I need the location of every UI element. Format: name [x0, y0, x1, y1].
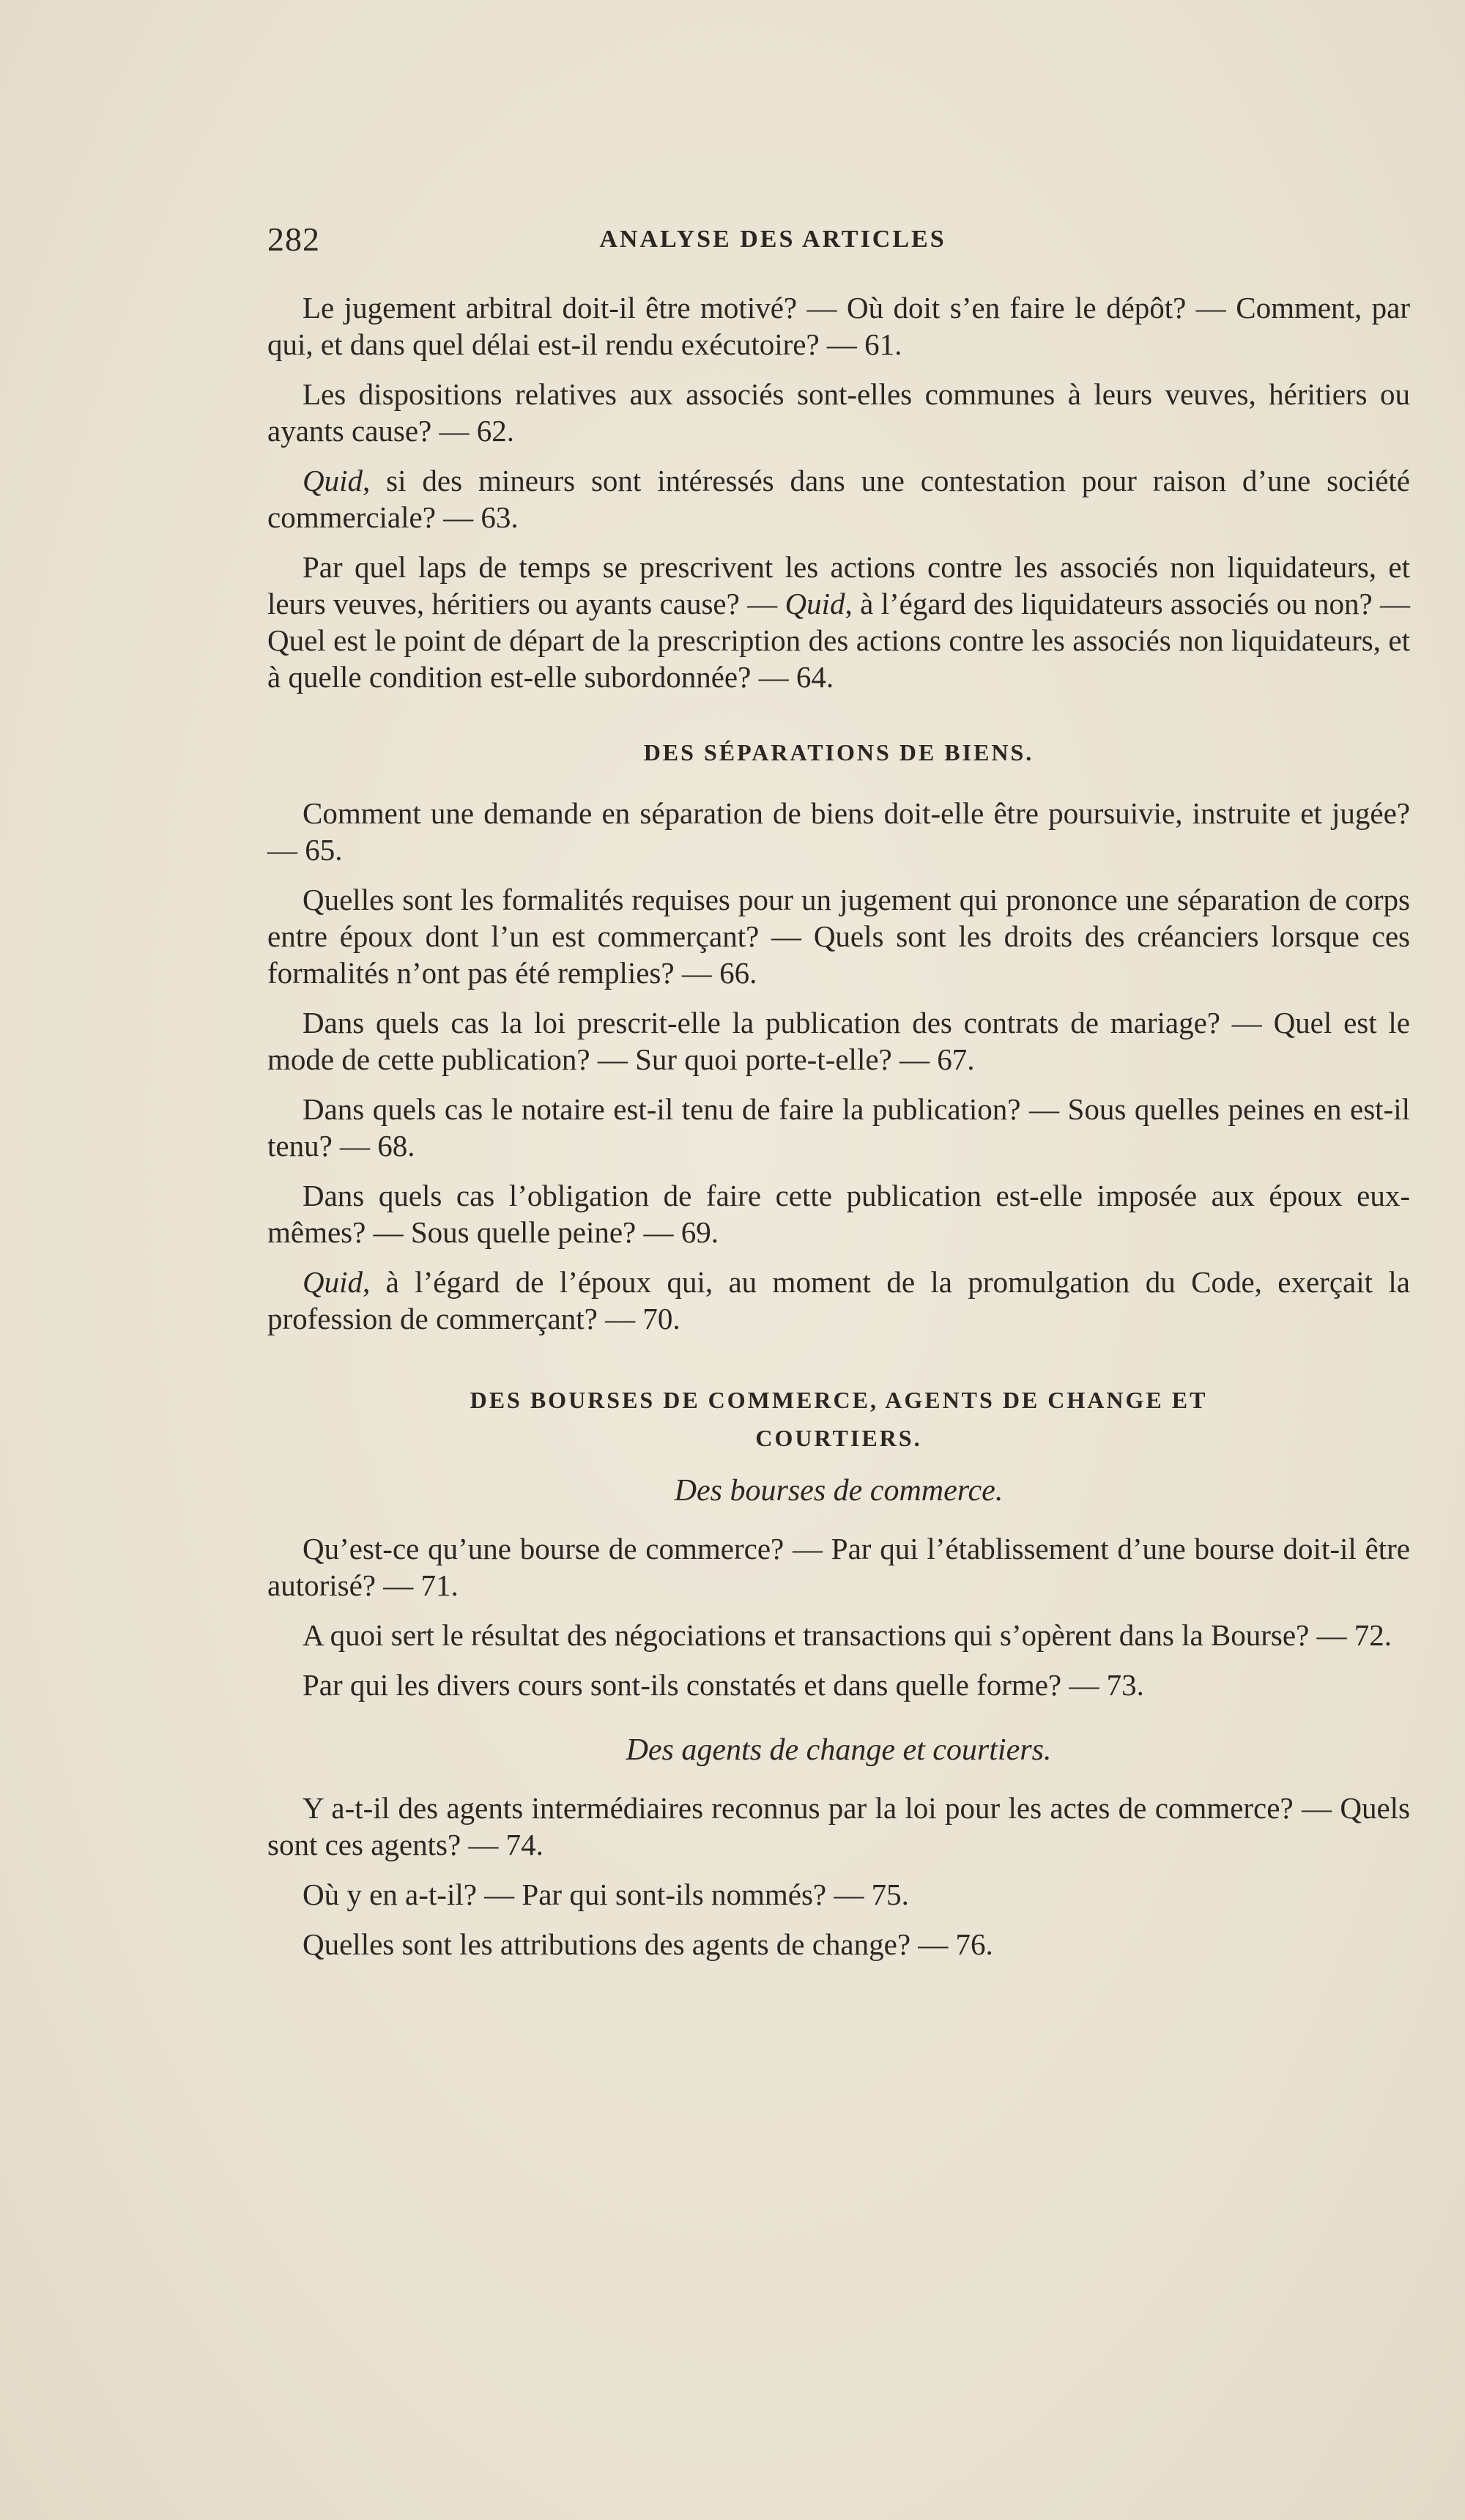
- paragraph-63: [267, 462, 1410, 536]
- paragraph-65: Comment une demande en séparation de biens doit-elle être poursuivie, instruite et jugée? — 65.: [267, 796, 1410, 867]
- section-heading-bourses: [267, 1381, 1410, 1457]
- page-body: [267, 289, 1410, 1963]
- paragraph-70: [267, 1264, 1410, 1337]
- paragraph-69: Dans quels cas l’obligation de faire cette publication est-elle imposée aux époux eux-mêmes? — Sous quelle peine? — 69.: [267, 1179, 1410, 1249]
- paragraph-71: Qu’est-ce qu’une bourse de commerce? — Par qui l’établissement d’une bourse doit-il être autorisé? — 71.: [267, 1532, 1410, 1602]
- paragraph-64: [267, 549, 1410, 695]
- paragraph-73: Par qui les divers cours sont-ils constatés et dans quelle forme? — 73.: [303, 1668, 1144, 1702]
- section-heading-bourses-line-2: COURTIERS.: [755, 1425, 922, 1451]
- section-heading-separations: DES SÉPARATIONS DE BIENS.: [643, 739, 1034, 766]
- paragraph-66: Quelles sont les formalités requises pour un jugement qui prononce une séparation de corps entre époux dont l’un est commerçant? — Quels sont les droits des créanciers lorsque ces formalités n’ont pas été remplies? — 66.: [267, 883, 1410, 990]
- paragraph-72: A quoi sert le résultat des négociations et transactions qui s’opèrent dans la Bourse? — 72.: [303, 1618, 1392, 1652]
- paragraph-76: Quelles sont les attributions des agents de change? — 76.: [303, 1927, 993, 1961]
- paragraph-61: Le jugement arbitral doit-il être motivé? — Où doit s’en faire le dépôt? — Comment, par qui, et dans quel délai est-il rendu exécutoire? — 61.: [267, 291, 1410, 361]
- paragraph-64-text-b: , à l’égard des liquidateurs associés ou non? — Quel est le point de départ de la prescription des actions contre les associés non liquidateurs, et à quelle condition est-elle subordonnée? — 64.: [267, 587, 1410, 694]
- page-number: 282: [267, 220, 320, 258]
- paragraph-70-text: , à l’égard de l’époux qui, au moment de la promulgation du Code, exerçait la profession de commerçant? — 70.: [267, 1265, 1410, 1335]
- paragraph-62: Les dispositions relatives aux associés sont-elles communes à leurs veuves, héritiers ou ayants cause? — 62.: [267, 377, 1410, 448]
- paragraph-64-text-a: Par quel laps de temps se prescrivent les actions contre les associés non liquidateurs, et leurs veuves, héritiers ou ayants cause? —: [267, 550, 1410, 620]
- paragraph-75: Où y en a-t-il? — Par qui sont-ils nommés? — 75.: [303, 1878, 909, 1911]
- paragraph-67: Dans quels cas la loi prescrit-elle la publication des contrats de mariage? — Quel est le mode de cette publication? — Sur quoi porte-t-elle? — 67.: [267, 1006, 1410, 1076]
- subsection-heading-bourses-de-commerce: Des bourses de commerce.: [674, 1474, 1004, 1508]
- section-heading-bourses-line-1: DES BOURSES DE COMMERCE, AGENTS DE CHANGE ET: [470, 1387, 1208, 1413]
- quid-italic: Quid: [303, 1265, 363, 1299]
- paragraph-63-text: , si des mineurs sont intéressés dans une contestation pour raison d’une société commerciale? — 63.: [267, 464, 1410, 534]
- page-header: [267, 220, 1410, 264]
- paragraph-68: Dans quels cas le notaire est-il tenu de faire la publication? — Sous quelles peines en est-il tenu? — 68.: [267, 1092, 1410, 1163]
- subsection-heading-agents-de-change: Des agents de change et courtiers.: [626, 1733, 1052, 1767]
- quid-italic: Quid: [303, 464, 363, 497]
- paragraph-74: Y a-t-il des agents intermédiaires reconnus par la loi pour les actes de commerce? — Quels sont ces agents? — 74.: [267, 1791, 1410, 1861]
- running-head: ANALYSE DES ARTICLES: [599, 226, 946, 253]
- quid-italic: Quid: [785, 587, 845, 620]
